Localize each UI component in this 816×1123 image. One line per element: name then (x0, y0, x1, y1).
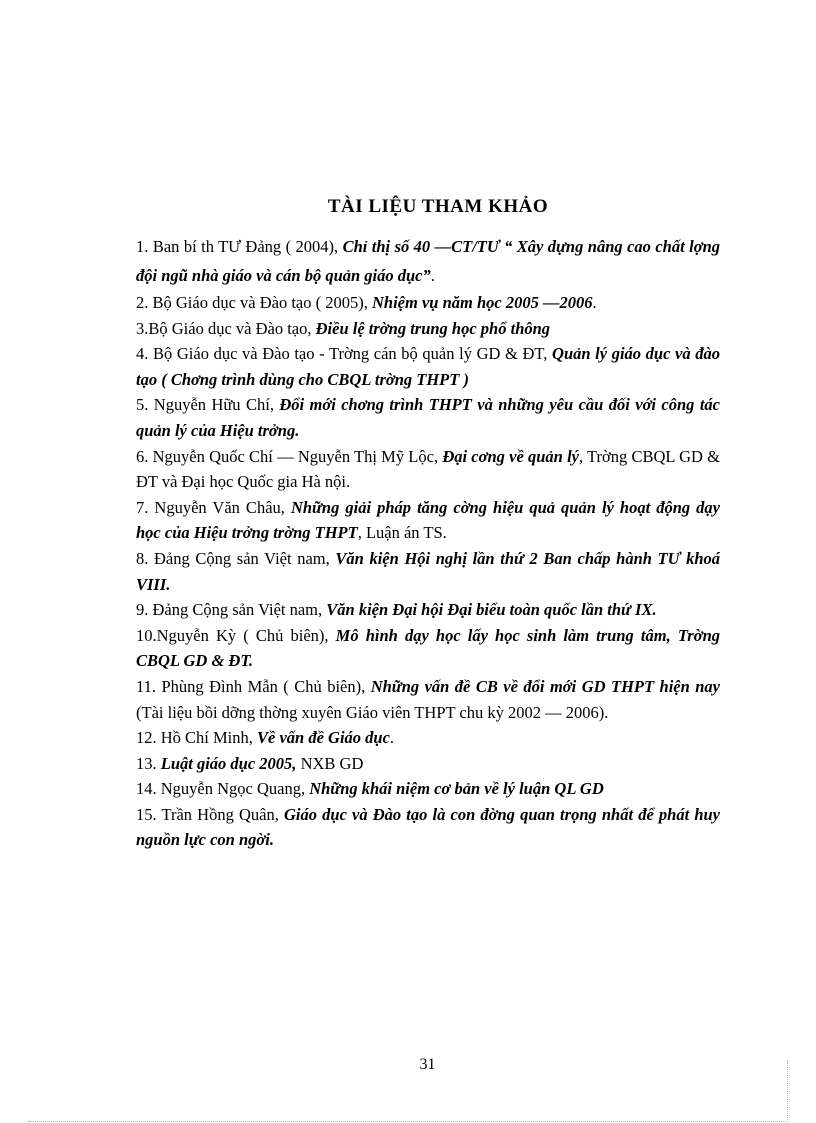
reference-author: 1. Ban bí th TƯ Đảng ( 2004), (136, 237, 343, 256)
reference-author: 11. Phùng Đình Mẫn ( Chủ biên), (136, 676, 371, 696)
reference-title: Những vấn đề CB về đổi mới GD THPT hiện nay (370, 676, 721, 696)
reference-item (136, 776, 720, 802)
reference-author: 9. Đảng Cộng sản Việt nam, (136, 600, 327, 620)
reference-title: Văn kiện Hội nghị lần thứ 2 Ban chấp hành TƯ khoá VIII. (136, 548, 720, 594)
reference-item (136, 546, 720, 597)
reference-suffix: , Trờng CBQL GD & ĐT và Đại học Quốc gia Hà nội. (136, 446, 721, 492)
reference-title: Văn kiện Đại hội Đại biểu toàn quốc lần thứ IX. (326, 600, 657, 620)
reference-author: 5. Nguyễn Hữu Chí, (136, 395, 280, 415)
reference-list (136, 232, 720, 853)
reference-suffix: , Luận án TS. (357, 523, 447, 543)
reference-item (136, 597, 720, 623)
reference-title: Quản lý giáo dục và đào tạo ( Chơng trình dùng cho CBQL trờng THPT ) (136, 344, 720, 389)
reference-suffix: . (592, 293, 597, 312)
reference-author: 2. Bộ Giáo dục và Đào tạo ( 2005), (136, 293, 372, 312)
page-number: 31 (419, 1056, 436, 1073)
reference-author: 15. Trần Hồng Quân, (136, 804, 284, 824)
reference-item (136, 623, 720, 674)
reference-title: Nhiệm vụ năm học 2005 —2006 (372, 293, 593, 312)
reference-title: Đại cơng về quản lý (442, 446, 579, 466)
reference-title: Giáo dục và Đào tạo là con đờng quan trọng nhất để phát huy nguồn lực con ngời. (136, 804, 720, 850)
reference-author: 8. Đảng Cộng sản Việt nam, (136, 548, 336, 568)
reference-title: Điều lệ trờng trung học phổ thông (315, 318, 551, 338)
reference-title: Những giải pháp tăng cờng hiệu quả quản lý hoạt động dạy học của Hiệu trởng trờng THPT (136, 497, 720, 543)
reference-title: Mô hình dạy học lấy học sinh làm trung tâm, Trờng CBQL GD & ĐT. (136, 625, 720, 671)
reference-author: 3.Bộ Giáo dục và Đào tạo, (136, 318, 316, 338)
reference-author: 14. Nguyễn Ngọc Quang, (136, 779, 310, 799)
reference-item (136, 674, 720, 725)
reference-author: 4. Bộ Giáo dục và Đào tạo - Trờng cán bộ quản lý GD & ĐT, (136, 344, 553, 364)
reference-author: 13. (136, 753, 161, 773)
reference-title: Những khái niệm cơ bản về lý luận QL GD (309, 779, 604, 799)
reference-author: 12. Hồ Chí Minh, (136, 728, 258, 748)
reference-suffix: . (430, 266, 435, 285)
reference-item (136, 392, 720, 443)
reference-item (136, 316, 720, 342)
reference-title: Về vấn đề Giáo dục (257, 728, 390, 748)
page-title: TÀI LIỆU THAM KHẢO (327, 196, 549, 217)
reference-author: 10.Nguyễn Kỳ ( Chủ biên), (136, 625, 336, 645)
reference-author: 6. Nguyễn Quốc Chí — Nguyễn Thị Mỹ Lộc, (136, 446, 443, 466)
reference-suffix: . (389, 728, 395, 748)
reference-title: Đổi mới chơng trình THPT và những yêu cầu đối với công tác quản lý của Hiệu trởng. (136, 395, 720, 440)
reference-item (136, 751, 720, 777)
page-border-right (787, 1060, 788, 1122)
reference-item (136, 495, 720, 546)
reference-title: Chỉ thị số 40 —CT/TƯ “ Xây dựng nâng cao chất lợng đội ngũ nhà giáo và cán bộ quản giáo dục” (136, 237, 720, 285)
reference-item (136, 232, 720, 290)
page-border-bottom (28, 1121, 788, 1122)
reference-item (136, 290, 720, 316)
reference-suffix: (Tài liệu bồi dỡng thờng xuyên Giáo viên THPT chu kỳ 2002 — 2006). (136, 702, 609, 722)
reference-item (136, 725, 720, 751)
reference-suffix: NXB GD (296, 753, 364, 773)
reference-item (136, 444, 720, 495)
reference-author: 7. Nguyễn Văn Châu, (136, 497, 291, 517)
reference-item (136, 802, 720, 853)
reference-title: Luật giáo dục 2005, (160, 753, 297, 773)
reference-item (136, 341, 720, 392)
